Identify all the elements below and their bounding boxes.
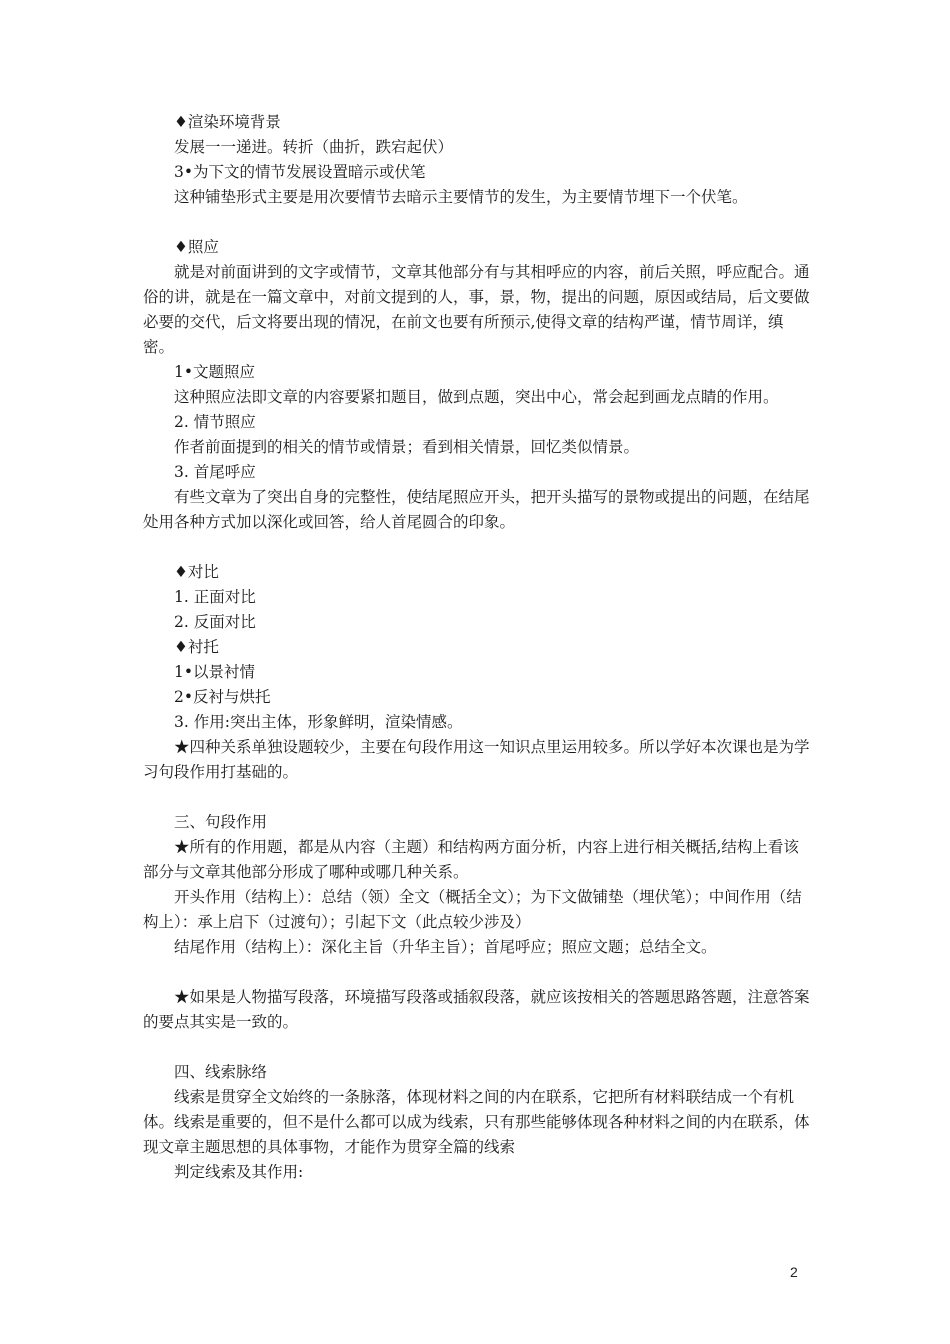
paragraph: 线索是贯穿全文始终的一条脉落，体现材料之间的内在联系，它把所有材料联结成一个有机体。线索是重要的，但不是什么都可以成为线索，只有那些能够体现各种材料之间的内在联系，体现文章主题思想的具体事物，才能作为贯穿全篇的线索: [143, 1088, 810, 1156]
page-number: 2: [790, 1264, 798, 1280]
paragraph: 这种照应法即文章的内容要紧扣题目，做到点题，突出中心，常会起到画龙点睛的作用。: [174, 388, 779, 406]
paragraph: 1•以景衬情: [174, 663, 256, 681]
paragraph-gap: [143, 1035, 811, 1060]
paragraph: 就是对前面讲到的文字或情节，文章其他部分有与其相呼应的内容，前后关照，呼应配合。通俗的讲，就是在一篇文章中，对前文提到的人，事，景，物，提出的问题，原因或结局，后文要做必要的交代，后文将要出现的情况，在前文也要有所预示,使得文章的结构严谨，情节周详，缜密。: [143, 263, 810, 356]
paragraph: 1. 正面对比: [174, 588, 256, 606]
paragraph: 作者前面提到的相关的情节或情景；看到相关情景，回忆类似情景。: [174, 438, 640, 456]
paragraph: 有些文章为了突出自身的完整性，使结尾照应开头，把开头描写的景物或提出的问题，在结尾处用各种方式加以深化或回答，给人首尾圆合的印象。: [143, 488, 810, 531]
paragraph: 1•文题照应: [174, 363, 256, 381]
paragraph: 2. 反面对比: [174, 613, 256, 631]
paragraph: ★四种关系单独设题较少，主要在句段作用这一知识点里运用较多。所以学好本次课也是为学习句段作用打基础的。: [143, 738, 810, 781]
paragraph: 开头作用（结构上）：总结（领）全文（概括全文）；为下文做铺垫（埋伏笔）；中间作用（结构上）：承上启下（过渡句）；引起下文（此点较少涉及）: [143, 888, 802, 931]
document-body: [143, 110, 811, 1185]
paragraph: ★所有的作用题，都是从内容（主题）和结构两方面分析，内容上进行相关概括,结构上看该部分与文章其他部分形成了哪种或哪几种关系。: [143, 838, 799, 881]
paragraph: 2•反衬与烘托: [174, 688, 271, 706]
paragraph: 3•为下文的情节发展设置暗示或伏笔: [174, 163, 426, 181]
section-heading: 三、句段作用: [174, 813, 268, 831]
paragraph: 2. 情节照应: [174, 413, 256, 431]
paragraph: 3. 首尾呼应: [174, 463, 256, 481]
paragraph: 结尾作用（结构上）：深化主旨（升华主旨）；首尾呼应；照应文题；总结全文。: [174, 938, 717, 956]
section-heading: 四、线索脉络: [174, 1063, 268, 1081]
paragraph: 这种铺垫形式主要是用次要情节去暗示主要情节的发生，为主要情节埋下一个伏笔。: [174, 188, 748, 206]
paragraph: ♦对比: [174, 563, 219, 581]
paragraph-gap: [143, 960, 811, 985]
paragraph-gap: [143, 535, 811, 560]
paragraph-gap: [143, 785, 811, 810]
paragraph: 3. 作用:突出主体，形象鲜明，渲染情感。: [174, 713, 463, 731]
paragraph: ♦渲染环境背景: [174, 113, 281, 131]
paragraph-gap: [143, 210, 811, 235]
paragraph: ★如果是人物描写段落，环境描写段落或插叙段落，就应该按相关的答题思路答题，注意答案的要点其实是一致的。: [143, 988, 810, 1031]
paragraph: 发展一一递进。转折（曲折，跌宕起伏）: [174, 138, 454, 156]
paragraph: ♦照应: [174, 238, 219, 256]
paragraph: 判定线索及其作用:: [174, 1163, 304, 1181]
paragraph: ♦衬托: [174, 638, 219, 656]
